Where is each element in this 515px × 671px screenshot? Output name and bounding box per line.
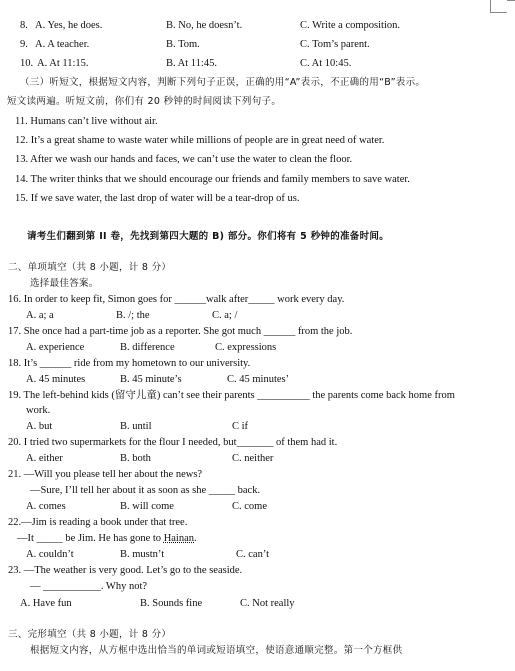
section3-title: 三、完形填空（共 8 小题，计 8 分） [8,629,172,640]
q10-number: 10. [20,58,34,69]
q19-stem: 19. The left-behind kids (留守儿童) can’t see their parents __________ the parents come back home from [8,390,455,401]
q20-option-a: A. either [26,453,63,464]
q13-statement: 13. After we wash our hands and faces, we can’t use the water to clean the floor. [15,154,353,165]
q18-stem: 18. It’s ______ ride from my hometown to our university. [8,358,251,369]
turn-page-note: 请考生们翻到第 II 卷，先找到第四大题的 B) 部分。你们将有 5 秒钟的准备时间。 [27,231,390,242]
q21-stem-continued: —Sure, I’ll tell her about it as soon as she _____ back. [30,485,261,496]
q15-statement: 15. If we save water, the last drop of water will be a tear-drop of us. [15,193,300,204]
q22-option-a: A. couldn’t [26,549,74,560]
listening-instruction-line1: （三）听短文，根据短文内容，判断下列句子正误，正确的用“A”表示，不正确的用“B”表示。 [20,77,426,88]
q16-stem: 16. In order to keep fit, Simon goes for ______walk after_____ work every day. [8,294,345,305]
q11-statement: 11. Humans can’t live without air. [15,116,158,127]
listening-instruction-line2: 短文读两遍。听短文前，你们有 20 秒钟的时间阅读下列句子。 [7,96,282,107]
page-corner-mark [490,0,507,13]
q9-number: 9. [20,39,28,50]
q21-option-a: A. comes [26,501,66,512]
q22-option-c: C. can’t [236,549,270,560]
q21-stem: 21. —Will you please tell her about the news? [8,469,203,480]
q17-option-b: B. difference [120,342,175,353]
q9-option-a: A. A teacher. [35,39,90,50]
q19-option-c: C if [232,421,249,432]
q17-option-a: A. experience [26,342,85,353]
q21-option-b: B. will come [120,501,174,512]
q21-option-c: C. come [232,501,267,512]
q14-statement: 14. The writer thinks that we should encourage our friends and family members to save water. [15,174,410,185]
q23-option-a: A. Have fun [20,598,72,609]
section2-subtitle: 选择最佳答案。 [30,278,99,289]
q22-stem-continued [17,532,197,545]
section3-instruction: 根据短文内容，从方框中选出恰当的单词或短语填空，使语意通顺完整。第一个方框供 [30,645,403,656]
q19-option-a: A. but [26,421,53,432]
q10-option-b: B. At 11:45. [166,58,217,69]
q9-option-c: C. Tom’s parent. [300,39,370,50]
q22-stem-text: —It _____ be Jim. He has gone to [17,533,164,544]
q23-option-c: C. Not really [240,598,295,609]
q16-option-a: A. a; a [26,310,54,321]
q10-option-c: C. At 10:45. [300,58,352,69]
q12-statement: 12. It’s a great shame to waste water while millions of people are in great need of water. [15,135,385,146]
q18-option-a: A. 45 minutes [26,374,86,385]
q20-option-c: C. neither [232,453,274,464]
q19-stem-continued: work. [26,405,51,416]
q20-option-b: B. both [120,453,151,464]
q19-option-b: B. until [120,421,152,432]
page-corner-tick [507,0,515,1]
q22-stem-period: . [194,533,197,544]
q23-stem-continued: — ___________. Why not? [30,581,148,592]
q10-option-a: A. At 11:15. [37,58,89,69]
q17-stem: 17. She once had a part-time job as a reporter. She got much ______ from the job. [8,326,353,337]
q8-option-b: B. No, he doesn’t. [166,20,243,31]
q17-option-c: C. expressions [215,342,277,353]
q9-option-b: B. Tom. [166,39,200,50]
q8-option-c: C. Write a composition. [300,20,400,31]
q8-option-a: A. Yes, he does. [35,20,103,31]
q23-stem: 23. —The weather is very good. Let’s go to the seaside. [8,565,243,576]
q18-option-c: C. 45 minutes’ [227,374,290,385]
q22-hainan-word: Hainan [163,533,195,544]
q20-stem: 20. I tried two supermarkets for the flour I needed, but_______ of them had it. [8,437,338,448]
q23-option-b: B. Sounds fine [140,598,203,609]
q18-option-b: B. 45 minute’s [120,374,182,385]
q22-option-b: B. mustn’t [120,549,165,560]
section2-title: 二、单项填空（共 8 小题，计 8 分） [8,262,172,273]
q22-stem: 22.—Jim is reading a book under that tree. [8,517,188,528]
q8-number: 8. [20,20,28,31]
q16-option-c: C. a; / [212,310,238,321]
q16-option-b: B. /; the [116,310,150,321]
